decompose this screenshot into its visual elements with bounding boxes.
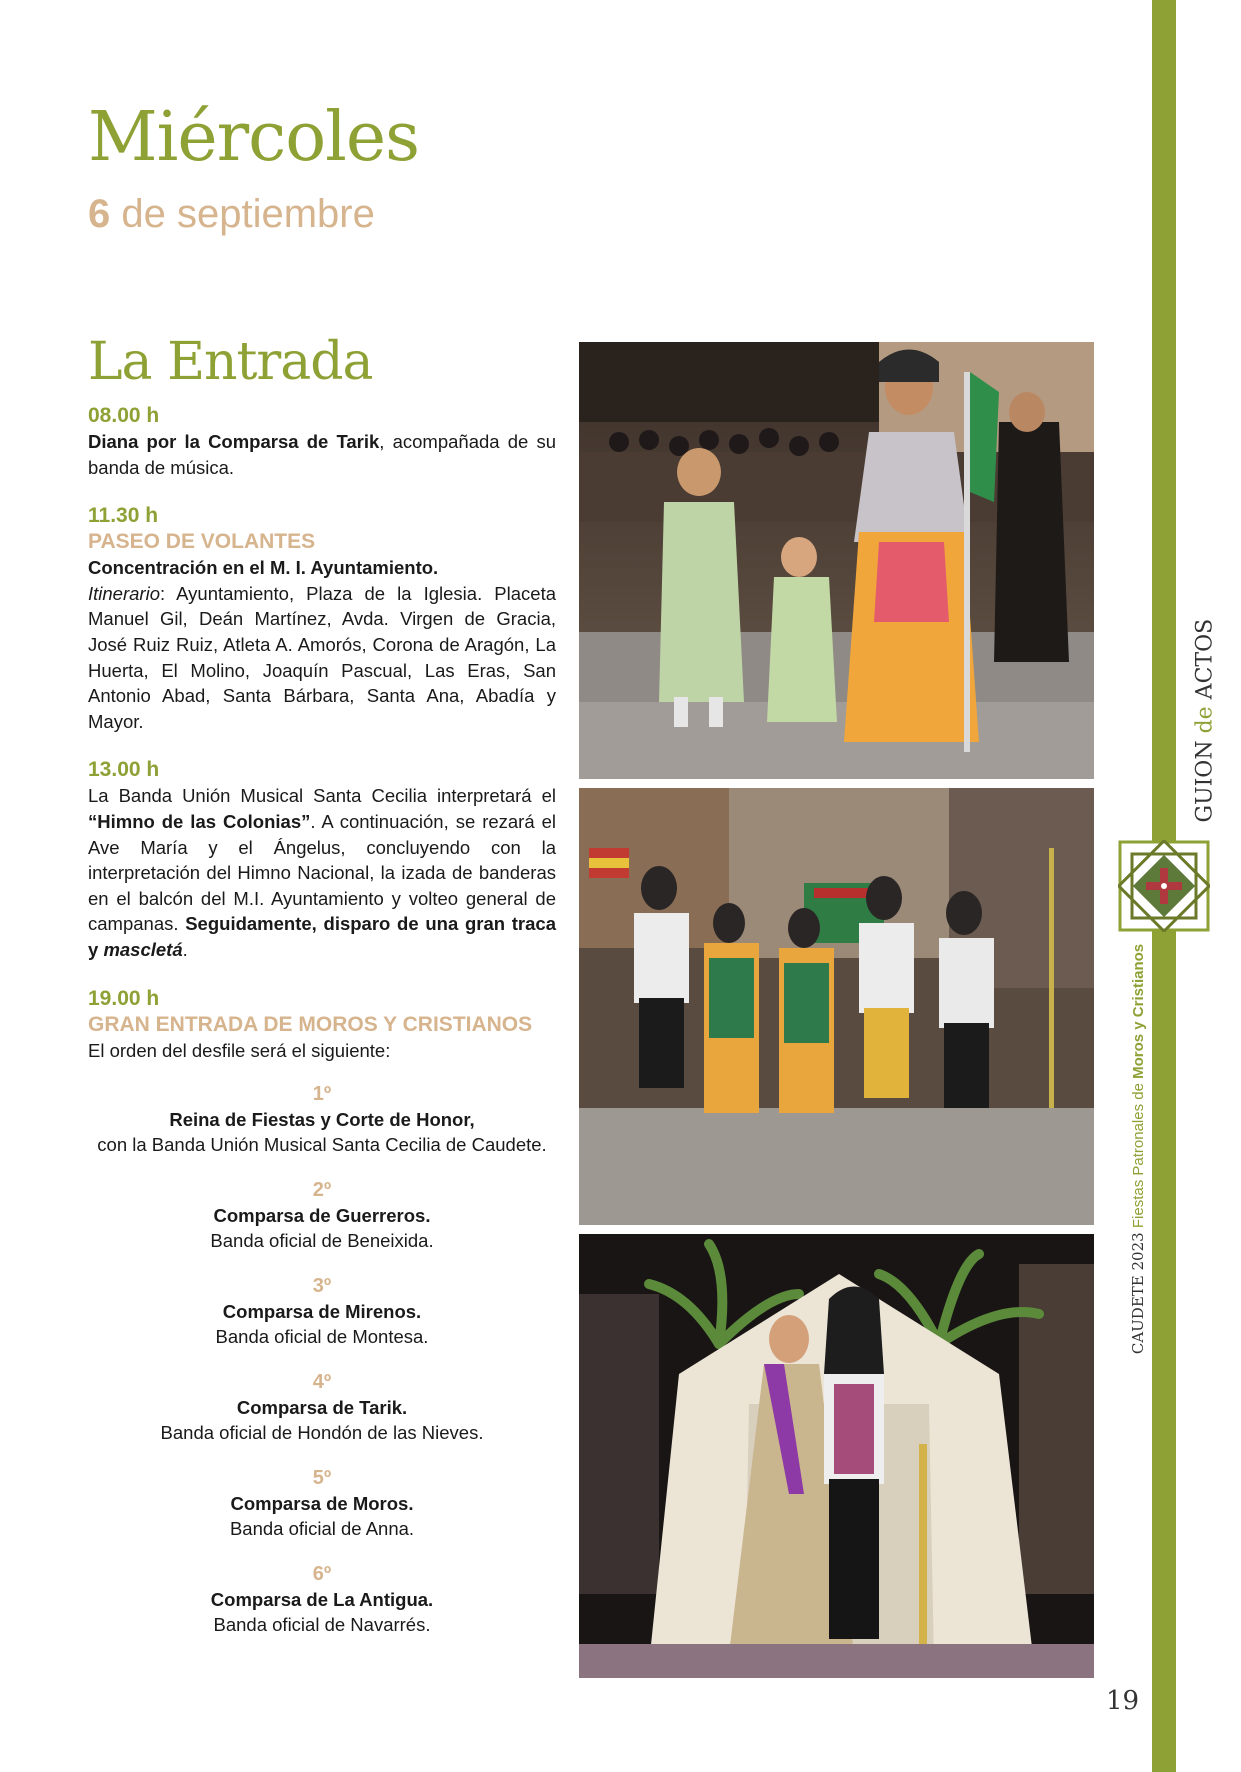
order-name: Comparsa de La Antigua.	[210, 1589, 434, 1611]
order-name: Comparsa de Moros.	[230, 1493, 414, 1515]
traca-text: Seguidamente, disparo de una gran traca y	[88, 913, 556, 960]
guion-word: GUION	[1192, 740, 1218, 823]
hymn-title: “Himno de las Colonias”	[88, 810, 311, 832]
parade-order	[88, 1081, 556, 1637]
parade-photo-queen-tent	[579, 1234, 1094, 1678]
order-number: 1º	[312, 1083, 332, 1106]
order-band: Banda oficial de Hondón de las Nieves.	[160, 1422, 484, 1444]
photo-column	[579, 342, 1094, 1678]
event-text: . A continuación, se rezará el Ave María y el Ángelus, concluyendo con la interpretación del Himno Nacional, la izada de banderas en el balcón del M.I. Ayuntamiento y volteo general de campanas.	[88, 810, 556, 935]
order-number: 2º	[312, 1179, 332, 1202]
parade-order-item	[88, 1369, 556, 1445]
itinerary-label: Itinerario	[88, 582, 160, 604]
event-subhead: GRAN ENTRADA DE MOROS Y CRISTIANOS	[88, 1012, 533, 1036]
event-time: 13.00 h	[88, 758, 160, 782]
event-itinerary	[88, 581, 556, 735]
event-description	[88, 783, 556, 962]
event-description	[88, 429, 556, 480]
event-1130	[88, 502, 556, 734]
program-column	[88, 332, 556, 1657]
order-band: Banda oficial de Montesa.	[215, 1326, 429, 1348]
date-number: 6	[88, 192, 111, 236]
page-number: 19	[1106, 1686, 1140, 1716]
section-title: La Entrada	[88, 332, 373, 392]
event-subhead: PASEO DE VOLANTES	[88, 530, 316, 554]
parade-order-item	[88, 1273, 556, 1349]
parade-order-item	[88, 1465, 556, 1541]
order-number: 4º	[312, 1371, 332, 1394]
day-title: Miércoles	[88, 98, 420, 177]
actos-word: ACTOS	[1192, 618, 1218, 700]
event-time: 11.30 h	[88, 504, 159, 528]
itinerary-text: : Ayuntamiento, Plaza de la Iglesia. Placeta Manuel Gil, Deán Martínez, Avda. Virgen de Gracia, José Ruiz Ruiz, Atleta A. Amorós, Corona de Aragón, La Huerta, El Molino, Joaquín Pascual, Las Eras, San Antonio Abad, Santa Bárbara, Santa Ana, Abadía y Mayor.	[88, 582, 556, 732]
event-0800	[88, 402, 556, 480]
fiestas-text: Fiestas Patronales de	[1130, 1078, 1147, 1229]
event-1300	[88, 756, 556, 962]
order-band: con la Banda Unión Musical Santa Cecilia de Caudete.	[97, 1134, 547, 1156]
date-line	[88, 194, 419, 234]
emblem-icon	[1118, 840, 1210, 932]
date-text: de septiembre	[110, 192, 375, 236]
order-name: Comparsa de Tarik.	[236, 1397, 408, 1419]
parade-photo-group	[579, 788, 1094, 1225]
event-text: , acompañada de su banda de música.	[88, 431, 556, 478]
publication-caption-text	[1129, 939, 1147, 1359]
mascleta-text: mascletá	[103, 938, 183, 960]
parade-order-item	[88, 1081, 556, 1157]
section-label-text	[1192, 618, 1218, 823]
event-1900	[88, 985, 556, 1064]
event-text: .	[182, 938, 188, 960]
event-title: Diana por la Comparsa de Tarik	[88, 431, 380, 452]
event-text: El orden del desfile será el siguiente:	[88, 1039, 391, 1061]
order-number: 6º	[312, 1563, 332, 1586]
moros-text: Moros y Cristianos	[1130, 943, 1147, 1079]
de-word: de	[1192, 699, 1218, 741]
order-band: Banda oficial de Navarrés.	[213, 1614, 431, 1636]
publication-caption	[1108, 940, 1168, 1360]
event-title: Concentración en el M. I. Ayuntamiento.	[88, 557, 439, 579]
order-name: Comparsa de Mirenos.	[222, 1301, 422, 1323]
caudete-year: CAUDETE 2023	[1129, 1232, 1147, 1355]
event-time: 08.00 h	[88, 404, 160, 427]
parade-order-item	[88, 1177, 556, 1253]
order-name: Reina de Fiestas y Corte de Honor,	[169, 1109, 475, 1131]
event-time: 19.00 h	[88, 986, 160, 1010]
page-header	[88, 98, 420, 236]
section-label	[1175, 618, 1235, 840]
parade-order-item	[88, 1561, 556, 1637]
order-band: Banda oficial de Anna.	[229, 1518, 415, 1540]
order-band: Banda oficial de Beneixida.	[210, 1230, 434, 1252]
order-name: Comparsa de Guerreros.	[213, 1205, 431, 1227]
parade-photo-children	[579, 342, 1094, 779]
order-number: 5º	[312, 1467, 332, 1490]
event-text: La Banda Unión Musical Santa Cecilia interpretará el	[88, 785, 556, 807]
order-number: 3º	[312, 1275, 332, 1298]
